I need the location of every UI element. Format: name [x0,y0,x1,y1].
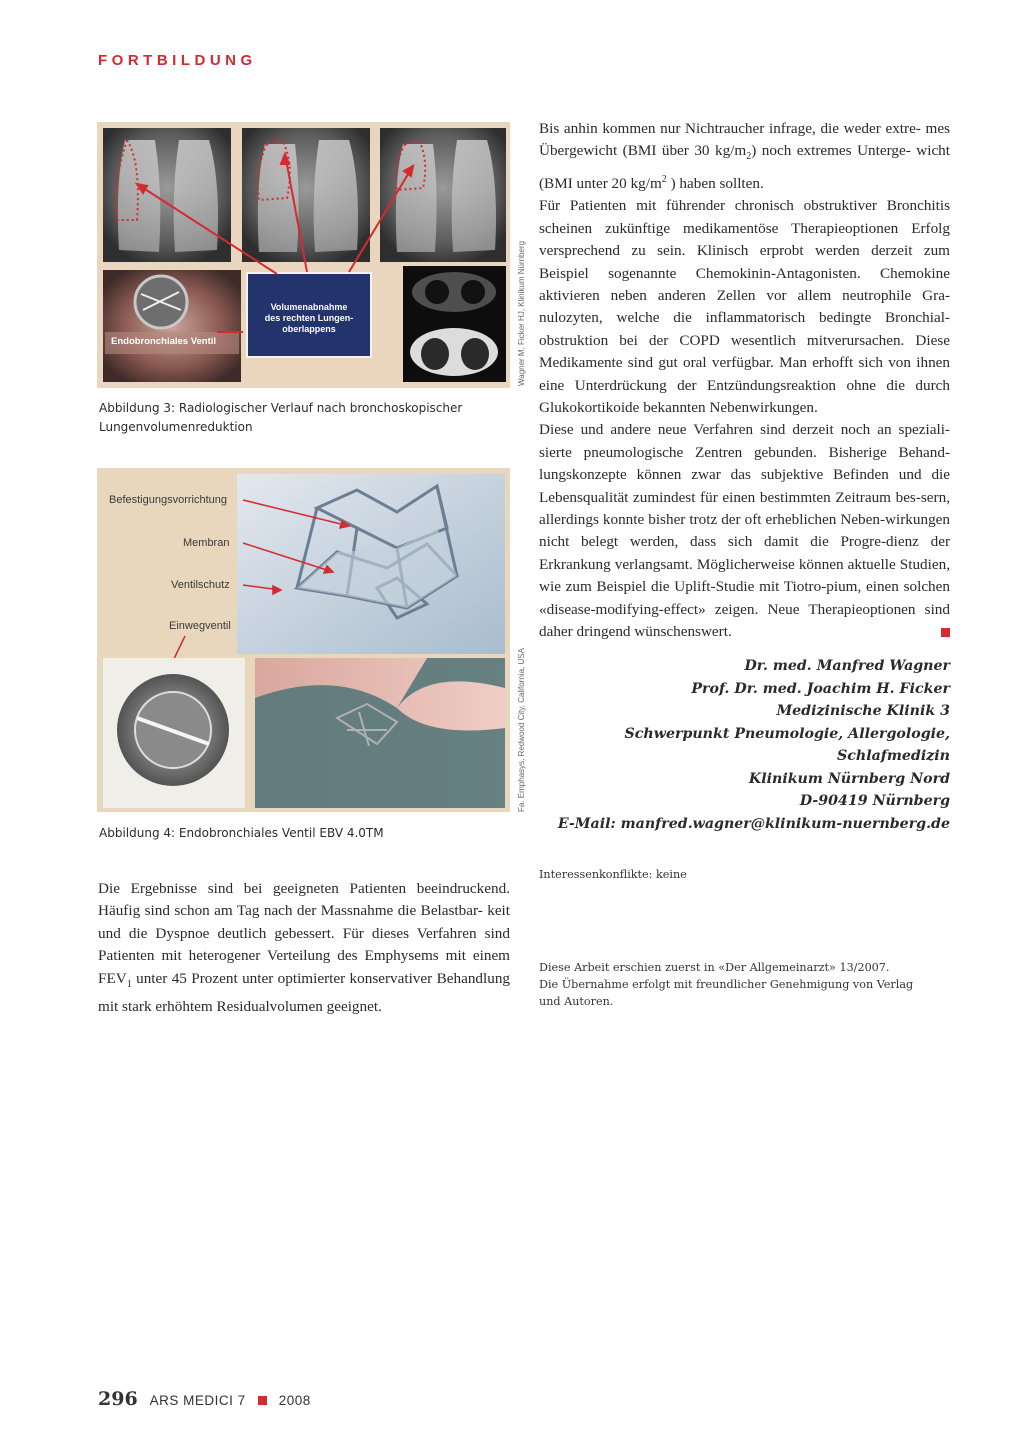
volume-box [247,273,371,357]
box-text-2: des rechten Lungen- [264,313,354,323]
p1-a: Bis anhin kommen nur Nichtraucher infrage, die weder extre- [539,120,921,137]
right-paragraph-3 [539,419,950,643]
page-footer [98,1388,311,1410]
label-ventilschutz: Ventilschutz [171,579,230,591]
figure-3-caption-line2: Lungenvolumenreduktion [99,420,253,434]
publication-year: 2008 [278,1393,311,1408]
p1-c: ) noch extremes Unterge- [751,142,911,160]
valve-label: Endobronchiales Ventil [111,336,217,347]
left-line-5a: einem FEV [98,947,510,987]
author-signature [539,655,950,835]
page-number: 296 [98,1388,138,1410]
box-text-3: oberlappens [282,324,336,334]
box-text-1: Volumenabnahme [270,302,348,312]
ct-scans [403,266,506,382]
section-label: FORTBILDUNG [98,52,257,69]
source-line-1: Diese Arbeit erschien zuerst in «Der Allgemeinarzt» 13/2007. [539,961,890,974]
right-paragraph-1 [539,118,950,195]
affiliation-clinic: Medizinische Klinik 3 [776,703,950,719]
figure-4-svg [97,468,510,812]
xray-1 [103,128,231,262]
left-line-5b: unter 45 Prozent unter optimierter konservativer [131,969,433,987]
left-line-4: sind Patienten mit heterogener Verteilung des Emphysems mit [98,924,510,965]
conflict-note: Interessenkonflikte: keine [539,868,687,881]
label-befestigung: Befestigungsvorrichtung [109,494,228,506]
figure-4-image [97,468,510,812]
left-column-text [98,878,510,1018]
affiliation-hospital: Klinikum Nürnberg Nord [748,770,950,787]
affiliation-department: Schwerpunkt Pneumologie, Allergologie, Schlafmedizin [624,725,950,764]
figure-3-svg [97,122,510,388]
left-line-6: Behandlung mit stark erhöhtem Residualvolumen geeignet. [98,969,511,1016]
source-line-3: und Autoren. [539,995,614,1008]
right-column-text [539,118,950,643]
p3-text: Diese und andere neue Verfahren sind derzeit noch an speziali-sierte pneumologische Zentren gebunden. Bisherige Behand-lungskonzepte können zwar das subjektive Befinden und die Lebensqualität zumindest für einen bestimmten Zeitraum bes-sern, allerdings konnte bisher trotz der oft erheblichen Neben-wirkungen nicht belegt werden, dass sich damit die Progre-dienz der Erkrankung verlangsamt. Möglicherweise können aktuelle Studien, wie zum Beispiel die Uplift-Studie mit Tiotro-pium, einen solchen «disease-modifying-effect» zeigen. Neue Therapieoptionen sind daher dringend wünschenswert. [539,421,950,641]
label-einwegventil: Einwegventil [169,620,231,632]
airway-illustration [255,658,505,808]
figure-3-credit: Wagner M, Ficker HJ, Klinikum Nürnberg [517,240,526,386]
p1-b: mes Übergewicht (BMI über 30 kg/m [539,120,951,160]
footer-red-square [258,1396,267,1405]
figure-3-caption [99,399,510,437]
figure-3-image [97,122,510,388]
p1-sub: 2 [746,151,752,163]
author-1: Dr. med. Manfred Wagner [744,658,950,674]
figure-4-caption: Abbildung 4: Endobronchiales Ventil EBV 4.0TM [99,826,384,840]
fev-subscript: 1 [126,978,132,990]
xray-3 [380,128,506,262]
p1-sup: 2 [661,173,667,185]
p1-e: ) haben sollten. [666,174,764,192]
p1-d: wicht (BMI unter 20 kg/m [539,142,950,192]
source-note [539,959,950,1010]
valve-closeup [103,658,245,808]
xray-2 [242,128,370,262]
left-line-2: Häufig sind schon am Tag nach der Massnahme die Belastbar- [98,902,483,920]
affiliation-city: D-90419 Nürnberg [799,793,950,809]
right-paragraph-2: Für Patienten mit führender chronisch obstruktiver Bronchitis scheinen zukünftige medikamentöse Therapieoptionen Erfolg versprechend zu sein. Klinisch erprobt werden derzeit zum Beispiel sogenannte Chemokinin-Antagonisten. Chemokine aktivieren neben anderen Zellen vor allem neutrophile Gra-nulozyten, welche die inflammatorisch bedingte Bronchial-obstruktion bei der COPD wesentlich mitverursachen. Diese Medikamente sind gut oral verfügbar. Man erhofft sich von ihnen eine Unterdrückung der Entzündungsreaktion ohne die durch Glukokortikoide bekannten Nebenwirkungen. [539,197,950,416]
author-2: Prof. Dr. med. Joachim H. Ficker [691,680,950,697]
label-membran: Membran [183,537,230,549]
end-of-article-mark [941,628,950,637]
author-email: E-Mail: manfred.wagner@klinikum-nuernberg.de [557,815,950,832]
valve-photo [103,270,241,382]
left-line-3: keit und die Dyspnoe deutlich gebessert. Für dieses Verfahren [98,902,510,942]
figure-3-caption-line1: Abbildung 3: Radiologischer Verlauf nach bronchoskopischer [99,401,463,415]
left-line-1: Die Ergebnisse sind bei geeigneten Patienten beeindruckend. [98,880,510,897]
publication-name: ARS MEDICI 7 [149,1393,246,1408]
source-line-2: Die Übernahme erfolgt mit freundlicher Genehmigung von Verlag [539,978,914,991]
figure-4-credit: Fa. Emphasys, Redwood City, California, USA [517,648,526,812]
